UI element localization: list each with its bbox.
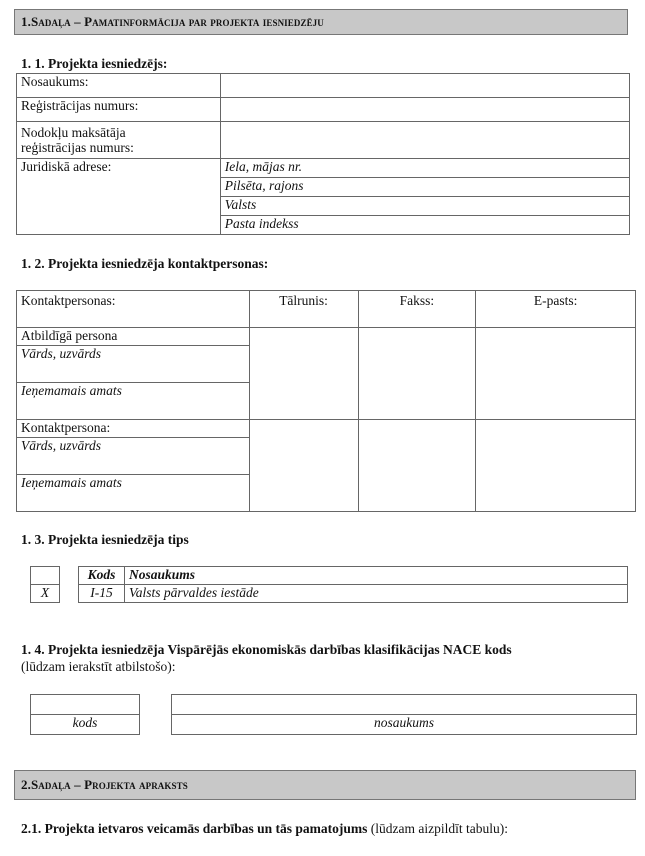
heading-2-1: 2.1. Projekta ietvaros veicamās darbības un tās pamatojums xyxy=(21,821,368,836)
field-fax-1[interactable] xyxy=(358,328,476,420)
label-nace-name: nosaukums xyxy=(172,715,637,735)
type-mark-empty[interactable] xyxy=(31,567,60,585)
label-tax-number xyxy=(17,122,221,159)
field-person1-position[interactable]: Ieņemamais amats xyxy=(17,383,250,420)
section-2-title: Sadaļa – Projekta apraksts xyxy=(30,777,188,792)
header-phone: Tālrunis: xyxy=(249,291,358,328)
label-nace-code: kods xyxy=(31,715,140,735)
field-nace-code[interactable] xyxy=(31,695,140,715)
type-table xyxy=(78,566,628,603)
heading-1-4: 1. 4. Projekta iesniedzēja Vispārējās ekonomiskās darbības klasifikācijas NACE kods xyxy=(21,642,512,657)
type-name: Valsts pārvaldes iestāde xyxy=(124,585,627,603)
label-tax-number-line2: reģistrācijas numurs: xyxy=(21,140,134,155)
label-reg-number: Reģistrācijas numurs: xyxy=(17,98,221,122)
field-country[interactable]: Valsts xyxy=(220,197,629,216)
field-person1-name[interactable]: Vārds, uzvārds xyxy=(17,346,250,383)
field-email-2[interactable] xyxy=(476,420,636,512)
field-reg-number[interactable] xyxy=(220,98,629,122)
applicant-table xyxy=(16,73,630,235)
label-responsible-person: Atbildīgā persona xyxy=(17,328,250,346)
field-email-1[interactable] xyxy=(476,328,636,420)
label-name: Nosaukums: xyxy=(17,74,221,98)
label-contact-person: Kontaktpersona: xyxy=(17,420,250,438)
section-1-header xyxy=(14,9,628,35)
field-postal-code[interactable]: Pasta indekss xyxy=(220,216,629,235)
type-code: I-15 xyxy=(79,585,125,603)
nace-code-table xyxy=(30,694,140,735)
field-name[interactable] xyxy=(220,74,629,98)
field-city[interactable]: Pilsēta, rajons xyxy=(220,178,629,197)
contacts-table xyxy=(16,290,636,512)
section-2-header xyxy=(14,770,636,800)
header-fax: Fakss: xyxy=(358,291,476,328)
field-fax-2[interactable] xyxy=(358,420,476,512)
field-person2-position[interactable]: Ieņemamais amats xyxy=(17,475,250,512)
type-col-name: Nosaukums xyxy=(124,567,627,585)
type-mark-x[interactable]: X xyxy=(31,585,60,603)
nace-name-table xyxy=(171,694,637,735)
type-col-code: Kods xyxy=(79,567,125,585)
field-phone-1[interactable] xyxy=(249,328,358,420)
field-phone-2[interactable] xyxy=(249,420,358,512)
field-person2-name[interactable]: Vārds, uzvārds xyxy=(17,438,250,475)
heading-1-3: 1. 3. Projekta iesniedzēja tips xyxy=(21,532,189,547)
type-mark-table xyxy=(30,566,60,603)
section-1-title: Sadaļa – Pamatinformācija par projekta iesniedzēju xyxy=(30,14,324,29)
label-tax-number-line1: Nodokļu maksātāja xyxy=(21,125,126,140)
label-legal-address: Juridiskā adrese: xyxy=(17,159,221,235)
field-nace-name[interactable] xyxy=(172,695,637,715)
field-tax-number[interactable] xyxy=(220,122,629,159)
header-email: E-pasts: xyxy=(476,291,636,328)
section-2-number: 2. xyxy=(21,777,31,792)
heading-1-2: 1. 2. Projekta iesniedzēja kontaktpersonas: xyxy=(21,256,269,271)
heading-2-1-line xyxy=(21,821,508,837)
heading-1-1: 1. 1. Projekta iesniedzējs: xyxy=(21,56,168,71)
field-street[interactable]: Iela, mājas nr. xyxy=(220,159,629,178)
section-1-number: 1. xyxy=(21,14,31,29)
header-contacts: Kontaktpersonas: xyxy=(17,291,250,328)
note-2-1: (lūdzam aizpildīt tabulu): xyxy=(367,821,508,836)
note-1-4: (lūdzam ierakstīt atbilstošo): xyxy=(21,659,176,674)
